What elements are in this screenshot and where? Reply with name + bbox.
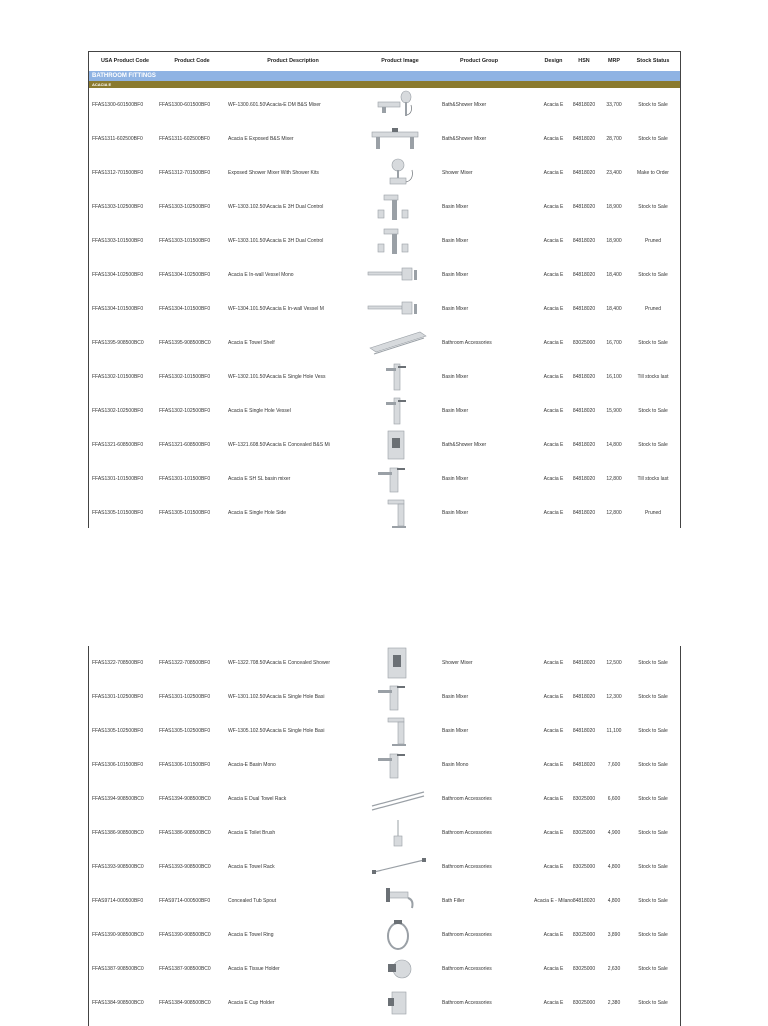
usa-product-code-cell: FFAS1301-101500BF0 <box>92 476 144 482</box>
product-code-cell: FFAS1305-101500BF0 <box>159 510 211 516</box>
design-cell: Acacia E <box>543 762 564 768</box>
usa-product-code-cell: FFAS1300-601500BF0 <box>92 102 144 108</box>
design-cell: Acacia E <box>543 442 564 448</box>
table-row <box>89 850 680 884</box>
mrp-cell: 7,600 <box>607 762 621 768</box>
product-description-cell: WF-1305.102.50\Acacia E Single Hole Basi <box>228 728 325 734</box>
product-description-cell: Acacia E Towel Rack <box>228 864 275 870</box>
stock-status-cell: Stock to Sale <box>638 830 668 836</box>
usa-product-code-cell: FFAS1395-908500BC0 <box>92 340 144 346</box>
table-row <box>89 646 680 680</box>
usa-product-code-cell: FFAS1301-102500BF0 <box>92 694 144 700</box>
tall-basin-mixer-image <box>364 394 436 428</box>
basin-mixer-image <box>364 748 436 782</box>
product-group-cell: Basin Mixer <box>442 374 469 380</box>
product-code-cell: FFAS1301-102500BF0 <box>159 694 211 700</box>
hsn-cell: 84818020 <box>572 408 596 414</box>
stock-status-cell: Stock to Sale <box>638 660 668 666</box>
product-code-cell: FFAS1390-908500BC0 <box>159 932 211 938</box>
mrp-cell: 3,890 <box>607 932 621 938</box>
usa-product-code-cell: FFAS1302-101500BF0 <box>92 374 144 380</box>
design-cell: Acacia E <box>543 272 564 278</box>
design-cell: Acacia E - Milano <box>534 898 573 904</box>
dual-towel-rack-image <box>364 782 436 816</box>
header-product-code: Product Code <box>174 58 210 64</box>
product-group-cell: Bath&Shower Mixer <box>442 102 487 108</box>
table-row <box>89 986 680 1020</box>
product-code-cell: FFAS1306-101500BF0 <box>159 762 211 768</box>
table-row <box>89 884 680 918</box>
usa-product-code-cell: FFAS1390-908500BC0 <box>92 932 144 938</box>
hsn-cell: 84818020 <box>572 374 596 380</box>
product-group-cell: Basin Mixer <box>442 408 469 414</box>
mrp-cell: 16,700 <box>606 340 622 346</box>
table-row <box>89 326 680 360</box>
product-description-cell: Acacia-E Basin Mono <box>228 762 276 768</box>
product-description-cell: WF-1321.608.50\Acacia E Concealed B&S Mi <box>228 442 330 448</box>
mrp-cell: 6,600 <box>607 796 621 802</box>
mrp-cell: 18,900 <box>606 238 622 244</box>
product-group-cell: Bathroom Accessories <box>442 966 492 972</box>
mrp-cell: 12,500 <box>606 660 622 666</box>
product-description-cell: Acacia E Towel Shelf <box>228 340 275 346</box>
usa-product-code-cell: FFAS1311-602500BF0 <box>92 136 143 142</box>
header-stock-status: Stock Status <box>636 58 670 64</box>
product-description-cell: Acacia E Exposed B&S Mixer <box>228 136 294 142</box>
product-group-cell: Shower Mixer <box>442 660 473 666</box>
design-cell: Acacia E <box>543 170 564 176</box>
stock-status-cell: Stock to Sale <box>638 796 668 802</box>
product-description-cell: Concealed Tub Spout <box>228 898 277 904</box>
product-code-cell: FFAS1300-601500BF0 <box>159 102 211 108</box>
towel-ring-image <box>364 918 436 952</box>
table-row <box>89 394 680 428</box>
product-description-cell: Acacia E Cup Holder <box>228 1000 275 1006</box>
product-group-cell: Bath&Shower Mixer <box>442 136 487 142</box>
design-cell: Acacia E <box>543 476 564 482</box>
toilet-brush-image <box>364 816 436 850</box>
product-group-cell: Basin Mixer <box>442 306 469 312</box>
product-description-cell: WF-1322.708.50\Acacia E Concealed Shower <box>228 660 331 666</box>
product-code-cell: FFAS1312-701500BF0 <box>159 170 211 176</box>
usa-product-code-cell: FFAS1321-608500BF0 <box>92 442 144 448</box>
basin-mixer-image <box>364 680 436 714</box>
mrp-cell: 11,100 <box>606 728 622 734</box>
towel-shelf-image <box>364 326 436 360</box>
design-cell: Acacia E <box>543 796 564 802</box>
product-description-cell: WF-1300.601.50\Acacia-E DM B&S Mixer <box>228 102 321 108</box>
usa-product-code-cell: FFAS1305-101500BF0 <box>92 510 144 516</box>
wall-spout-image <box>364 292 436 326</box>
mrp-cell: 4,800 <box>607 864 621 870</box>
side-lever-mixer-image <box>364 714 436 748</box>
product-description-cell: WF-1304.101.50\Acacia E In-wall Vessel M <box>228 306 324 312</box>
product-description-cell: Acacia E Single Hole Vessel <box>228 408 291 414</box>
table-row <box>89 918 680 952</box>
concealed-mixer-image <box>364 428 436 462</box>
product-group-cell: Basin Mixer <box>442 728 469 734</box>
design-cell: Acacia E <box>543 374 564 380</box>
design-cell: Acacia E <box>543 1000 564 1006</box>
price-list-page-2 <box>88 646 681 1026</box>
design-cell: Acacia E <box>543 238 564 244</box>
mrp-cell: 15,900 <box>606 408 622 414</box>
basin-mixer-3h-image <box>364 190 436 224</box>
product-description-cell: Acacia E SH SL basin mixer <box>228 476 291 482</box>
usa-product-code-cell: FFAS1302-102500BF0 <box>92 408 144 414</box>
product-group-cell: Bathroom Accessories <box>442 1000 492 1006</box>
table-row <box>89 952 680 986</box>
design-cell: Acacia E <box>543 932 564 938</box>
product-description-cell: Exposed Shower Mixer With Shower Kits <box>228 170 319 176</box>
hsn-cell: 84818020 <box>572 898 596 904</box>
wall-spout-image <box>364 258 436 292</box>
table-row <box>89 224 680 258</box>
product-description-cell: Acacia E Tissue Holder <box>228 966 280 972</box>
stock-status-cell: Stock to Sale <box>638 728 668 734</box>
mrp-cell: 16,100 <box>606 374 622 380</box>
usa-product-code-cell: FFAS1306-101500BF0 <box>92 762 144 768</box>
hsn-cell: 84818020 <box>572 510 596 516</box>
table-row <box>89 156 680 190</box>
stock-status-cell: Make to Order <box>637 170 669 176</box>
product-group-cell: Bathroom Accessories <box>442 830 492 836</box>
product-code-cell: FFAS1387-908500BC0 <box>159 966 211 972</box>
product-group-cell: Bathroom Accessories <box>442 864 492 870</box>
table-row <box>89 190 680 224</box>
product-description-cell: Acacia E Toilet Brush <box>228 830 276 836</box>
usa-product-code-cell: FFAS9714-000500BF0 <box>92 898 144 904</box>
header-usa-code: USA Product Code <box>100 58 150 64</box>
mrp-cell: 23,400 <box>606 170 622 176</box>
hsn-cell: 83025000 <box>572 796 596 802</box>
product-code-cell: FFAS1304-101500BF0 <box>159 306 211 312</box>
concealed-shower-image <box>364 646 436 680</box>
design-cell: Acacia E <box>543 408 564 414</box>
product-group-cell: Bathroom Accessories <box>442 340 492 346</box>
table-row <box>89 122 680 156</box>
hsn-cell: 84818020 <box>572 136 596 142</box>
design-cell: Acacia E <box>543 830 564 836</box>
usa-product-code-cell: FFAS1394-908500BC0 <box>92 796 144 802</box>
hsn-cell: 84818020 <box>572 660 596 666</box>
product-group-cell: Basin Mixer <box>442 694 469 700</box>
mrp-cell: 2,380 <box>607 1000 621 1006</box>
header-mrp: MRP <box>608 58 620 64</box>
hsn-cell: 84818020 <box>572 238 596 244</box>
subcategory-bar: ACACIA E <box>89 81 680 88</box>
product-code-cell: FFAS1395-908500BC0 <box>159 340 211 346</box>
product-code-cell: FFAS1384-908500BC0 <box>159 1000 211 1006</box>
mrp-cell: 14,800 <box>606 442 622 448</box>
hsn-cell: 83025000 <box>572 966 596 972</box>
product-description-cell: Acacia E Single Hole Side <box>228 510 287 516</box>
mrp-cell: 18,400 <box>606 272 622 278</box>
mrp-cell: 18,400 <box>606 306 622 312</box>
product-code-cell: FFAS1394-908500BC0 <box>159 796 211 802</box>
design-cell: Acacia E <box>543 728 564 734</box>
hsn-cell: 84818020 <box>572 728 596 734</box>
exposed-mixer-image <box>364 122 436 156</box>
product-code-cell: FFAS1311-602500BF0 <box>159 136 210 142</box>
header-image: Product Image <box>381 58 419 64</box>
hsn-cell: 84818020 <box>572 306 596 312</box>
usa-product-code-cell: FFAS1384-908500BC0 <box>92 1000 144 1006</box>
stock-status-cell: Till stocks last <box>637 476 669 482</box>
stock-status-cell: Stock to Sale <box>638 272 668 278</box>
hsn-cell: 84818020 <box>572 762 596 768</box>
product-code-cell: FFAS1301-101500BF0 <box>159 476 211 482</box>
product-description-cell: WF-1302.101.50\Acacia E Single Hole Vess <box>228 374 326 380</box>
product-code-cell: FFAS9714-000500BF0 <box>159 898 211 904</box>
basin-mixer-3h-image <box>364 224 436 258</box>
product-code-cell: FFAS1321-608500BF0 <box>159 442 211 448</box>
mrp-cell: 33,700 <box>606 102 622 108</box>
design-cell: Acacia E <box>543 136 564 142</box>
product-description-cell: Acacia E Dual Towel Rack <box>228 796 287 802</box>
usa-product-code-cell: FFAS1386-908500BC0 <box>92 830 144 836</box>
table-row <box>89 748 680 782</box>
stock-status-cell: Stock to Sale <box>638 136 668 142</box>
product-code-cell: FFAS1303-102500BF0 <box>159 204 211 210</box>
stock-status-cell: Stock to Sale <box>638 204 668 210</box>
usa-product-code-cell: FFAS1393-908500BC0 <box>92 864 144 870</box>
stock-status-cell: Stock to Sale <box>638 102 668 108</box>
basin-mixer-image <box>364 462 436 496</box>
stock-status-cell: Till stocks last <box>637 374 669 380</box>
table-row <box>89 816 680 850</box>
usa-product-code-cell: FFAS1387-908500BC0 <box>92 966 144 972</box>
stock-status-cell: Stock to Sale <box>638 408 668 414</box>
stock-status-cell: Stock to Sale <box>638 1000 668 1006</box>
hsn-cell: 83025000 <box>572 1000 596 1006</box>
table-row <box>89 462 680 496</box>
bath-shower-mixer-image <box>364 88 436 122</box>
product-group-cell: Basin Mixer <box>442 272 469 278</box>
usa-product-code-cell: FFAS1312-701500BF0 <box>92 170 144 176</box>
product-group-cell: Bath Filler <box>442 898 465 904</box>
header-group: Product Group <box>459 58 499 64</box>
header-design: Design <box>544 58 563 64</box>
product-code-cell: FFAS1302-102500BF0 <box>159 408 211 414</box>
stock-status-cell: Stock to Sale <box>638 762 668 768</box>
product-code-cell: FFAS1322-708500BF0 <box>159 660 211 666</box>
side-lever-mixer-image <box>364 496 436 530</box>
hsn-cell: 84818020 <box>572 102 596 108</box>
header-description: Product Description <box>267 58 319 64</box>
design-cell: Acacia E <box>543 340 564 346</box>
product-description-cell: Acacia E Towel Ring <box>228 932 274 938</box>
hsn-cell: 84818020 <box>572 170 596 176</box>
table-row <box>89 292 680 326</box>
mrp-cell: 12,800 <box>606 510 622 516</box>
product-code-cell: FFAS1393-908500BC0 <box>159 864 211 870</box>
mrp-cell: 28,700 <box>606 136 622 142</box>
product-code-cell: FFAS1304-102500BF0 <box>159 272 211 278</box>
hsn-cell: 84818020 <box>572 442 596 448</box>
tall-basin-mixer-image <box>364 360 436 394</box>
usa-product-code-cell: FFAS1303-102500BF0 <box>92 204 144 210</box>
stock-status-cell: Stock to Sale <box>638 932 668 938</box>
product-group-cell: Basin Mixer <box>442 204 469 210</box>
design-cell: Acacia E <box>543 694 564 700</box>
design-cell: Acacia E <box>543 306 564 312</box>
mrp-cell: 18,900 <box>606 204 622 210</box>
product-description-cell: WF-1303.102.50\Acacia E 3H Dual Control <box>228 204 324 210</box>
tub-spout-image <box>364 884 436 918</box>
header-hsn: HSN <box>578 58 590 64</box>
mrp-cell: 4,800 <box>607 898 621 904</box>
table-row <box>89 496 680 530</box>
stock-status-cell: Stock to Sale <box>638 694 668 700</box>
hsn-cell: 83025000 <box>572 340 596 346</box>
hsn-cell: 84818020 <box>572 476 596 482</box>
hsn-cell: 84818020 <box>572 204 596 210</box>
hsn-cell: 84818020 <box>572 694 596 700</box>
table-row <box>89 360 680 394</box>
product-group-cell: Basin Mixer <box>442 238 469 244</box>
stock-status-cell: Pruned <box>644 238 662 244</box>
design-cell: Acacia E <box>543 966 564 972</box>
table-row <box>89 782 680 816</box>
stock-status-cell: Pruned <box>644 306 662 312</box>
shower-kit-image <box>364 156 436 190</box>
usa-product-code-cell: FFAS1303-101500BF0 <box>92 238 144 244</box>
table-row <box>89 714 680 748</box>
table-row <box>89 428 680 462</box>
product-group-cell: Basin Mixer <box>442 476 469 482</box>
product-group-cell: Basin Mono <box>442 762 469 768</box>
product-group-cell: Basin Mixer <box>442 510 469 516</box>
stock-status-cell: Stock to Sale <box>638 898 668 904</box>
design-cell: Acacia E <box>543 864 564 870</box>
product-code-cell: FFAS1303-101500BF0 <box>159 238 211 244</box>
product-group-cell: Bath&Shower Mixer <box>442 442 487 448</box>
cup-holder-image <box>364 986 436 1020</box>
design-cell: Acacia E <box>543 102 564 108</box>
product-code-cell: FFAS1305-102500BF0 <box>159 728 211 734</box>
mrp-cell: 12,300 <box>606 694 622 700</box>
table-row <box>89 680 680 714</box>
product-code-cell: FFAS1302-101500BF0 <box>159 374 211 380</box>
usa-product-code-cell: FFAS1305-102500BF0 <box>92 728 144 734</box>
stock-status-cell: Stock to Sale <box>638 864 668 870</box>
product-description-cell: Acacia E In-wall Vessel Mono <box>228 272 294 278</box>
design-cell: Acacia E <box>543 510 564 516</box>
usa-product-code-cell: FFAS1304-102500BF0 <box>92 272 144 278</box>
stock-status-cell: Stock to Sale <box>638 442 668 448</box>
table-header <box>89 52 680 71</box>
usa-product-code-cell: FFAS1322-708500BF0 <box>92 660 144 666</box>
hsn-cell: 83025000 <box>572 932 596 938</box>
table-row <box>89 88 680 122</box>
design-cell: Acacia E <box>543 660 564 666</box>
mrp-cell: 12,800 <box>606 476 622 482</box>
table-row <box>89 258 680 292</box>
price-list-page-1 <box>88 51 681 528</box>
hsn-cell: 83025000 <box>572 864 596 870</box>
tissue-holder-image <box>364 952 436 986</box>
design-cell: Acacia E <box>543 204 564 210</box>
stock-status-cell: Stock to Sale <box>638 966 668 972</box>
stock-status-cell: Stock to Sale <box>638 340 668 346</box>
towel-rack-image <box>364 850 436 884</box>
mrp-cell: 2,630 <box>607 966 621 972</box>
product-group-cell: Bathroom Accessories <box>442 932 492 938</box>
product-description-cell: WF-1303.101.50\Acacia E 3H Dual Control <box>228 238 324 244</box>
mrp-cell: 4,900 <box>607 830 621 836</box>
hsn-cell: 84818020 <box>572 272 596 278</box>
category-bar: BATHROOM FITTINGS <box>89 71 680 81</box>
product-code-cell: FFAS1386-908500BC0 <box>159 830 211 836</box>
product-group-cell: Shower Mixer <box>442 170 473 176</box>
hsn-cell: 83025000 <box>572 830 596 836</box>
usa-product-code-cell: FFAS1304-101500BF0 <box>92 306 144 312</box>
product-description-cell: WF-1301.102.50\Acacia E Single Hole Basi <box>228 694 325 700</box>
product-group-cell: Bathroom Accessories <box>442 796 492 802</box>
stock-status-cell: Pruned <box>644 510 662 516</box>
